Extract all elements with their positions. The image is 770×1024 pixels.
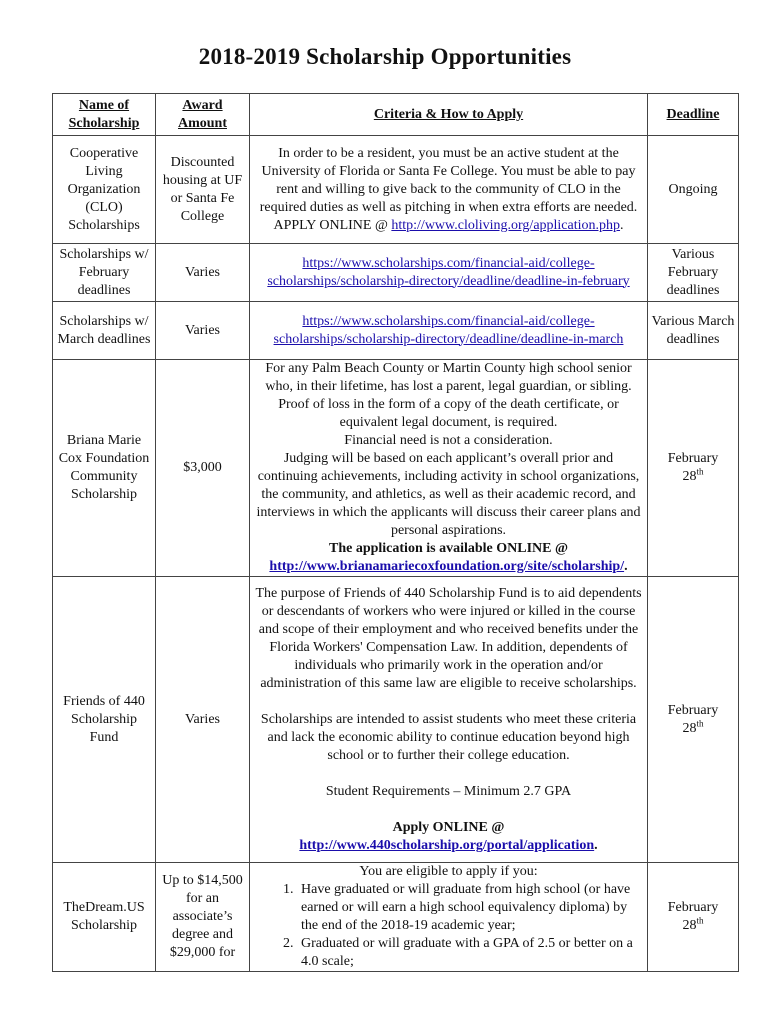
table-row [53,863,739,972]
scholarship-name: Briana Marie Cox Foundation Community Scholarship [53,360,156,577]
list-item: 2. Graduated or will graduate with a GPA of 2.5 or better on a 4.0 scale; [297,935,644,971]
list-item: 1. Have graduated or will graduate from high school (or have earned or will earn a high school equivalency diploma) by the end of the 2018-19 academic year; [297,881,644,935]
apply-line [253,558,644,576]
award-amount: Discounted housing at UF or Santa Fe College [156,136,250,244]
deadline-month: February [667,451,719,466]
table-row [53,360,739,577]
table-row [53,302,739,360]
page-title: 2018-2019 Scholarship Opportunities [198,44,572,69]
criteria-cell [250,302,648,360]
deadline: Various March deadlines [648,302,739,360]
award-amount: Varies [156,302,250,360]
deadline [648,577,739,863]
deadline-date: 28th [682,466,704,484]
deadline-date: 28th [682,915,704,933]
criteria-cell [250,863,648,972]
deadline [648,360,739,577]
link-suffix: . [594,837,598,853]
award-amount: Up to $14,500 for an associate’s degree and $29,000 for [156,863,250,972]
award-amount: $3,000 [156,360,250,577]
deadline-month: February [667,900,719,915]
criteria-paragraph: Financial need is not a consideration. [344,433,553,448]
criteria-cell [250,136,648,244]
criteria-paragraph: Scholarships are intended to assist students who meet these criteria and lack the economic ability to continue education beyond high school or to further their college education. [260,711,637,763]
header-name: Name of Scholarship [53,94,156,136]
criteria-intro: You are eligible to apply if you: [359,864,538,879]
apply-line [253,837,644,855]
criteria-paragraph: Student Requirements – Minimum 2.7 GPA [325,783,572,799]
criteria-paragraph: For any Palm Beach County or Martin County high school senior who, in their lifetime, has lost a parent, legal guardian, or sibling. Proof of loss in the form of a copy of the death certificate, or equivalent legal document, is required. [265,361,632,430]
header-deadline: Deadline [648,94,739,136]
scholarship-table [52,93,739,972]
award-amount: Varies [156,577,250,863]
scholarship-name: Cooperative Living Organization (CLO) Scholarships [53,136,156,244]
apply-link[interactable]: https://www.scholarships.com/financial-aid/college-scholarships/scholarship-directory/deadline/deadline-in-february [267,255,630,289]
apply-link[interactable]: http://www.cloliving.org/application.php [391,217,621,233]
table-row [53,136,739,244]
award-amount: Varies [156,244,250,302]
deadline: Ongoing [648,136,739,244]
header-award: Award Amount [156,94,250,136]
deadline-date: 28th [682,717,704,736]
apply-label: The application is available ONLINE @ [328,541,568,556]
requirements-list [253,881,644,971]
criteria-cell [250,360,648,577]
scholarship-name: Scholarships w/ February deadlines [53,244,156,302]
criteria-paragraph: Judging will be based on each applicant’s overall prior and continuing achievements, including activity in school organizations, the community, and athletics, as well as their academic record, and interviews in which the applicants will discuss their career plans and personal aspirations. [256,451,641,538]
link-suffix: . [620,217,624,233]
table-row [53,577,739,863]
criteria-text: In order to be a resident, you must be an active student at the University of Florida or Santa Fe College. You must be able to pay rent and willing to give back to the community of CLO in the required duties as well as pitching in when extra efforts are needed. APPLY ONLINE @ [259,145,638,233]
apply-link[interactable]: http://www.440scholarship.org/portal/application [299,837,595,853]
deadline: Various February deadlines [648,244,739,302]
criteria-cell [250,577,648,863]
deadline-month: February [667,702,719,718]
deadline [648,863,739,972]
scholarship-name: Scholarships w/ March deadlines [53,302,156,360]
criteria-cell [250,244,648,302]
scholarship-name: TheDream.US Scholarship [53,863,156,972]
criteria-paragraph: The purpose of Friends of 440 Scholarship Fund is to aid dependents or descendants of workers who were injured or killed in the course and scope of their employment and who received benefits under the Florida Workers' Compensation Law. In addition, dependents of individuals who primarily work in the operation and/or administration of this same law are eligible to receive scholarships. [255,585,642,691]
header-criteria: Criteria & How to Apply [250,94,648,136]
scholarship-name: Friends of 440 Scholarship Fund [53,577,156,863]
table-row [53,244,739,302]
link-suffix: . [624,559,628,574]
apply-link[interactable]: https://www.scholarships.com/financial-aid/college-scholarships/scholarship-directory/deadline/deadline-in-march [273,313,624,347]
table-header-row [53,94,739,136]
apply-label: Apply ONLINE @ [392,819,505,835]
apply-link[interactable]: http://www.brianamariecoxfoundation.org/site/scholarship/ [269,559,625,574]
